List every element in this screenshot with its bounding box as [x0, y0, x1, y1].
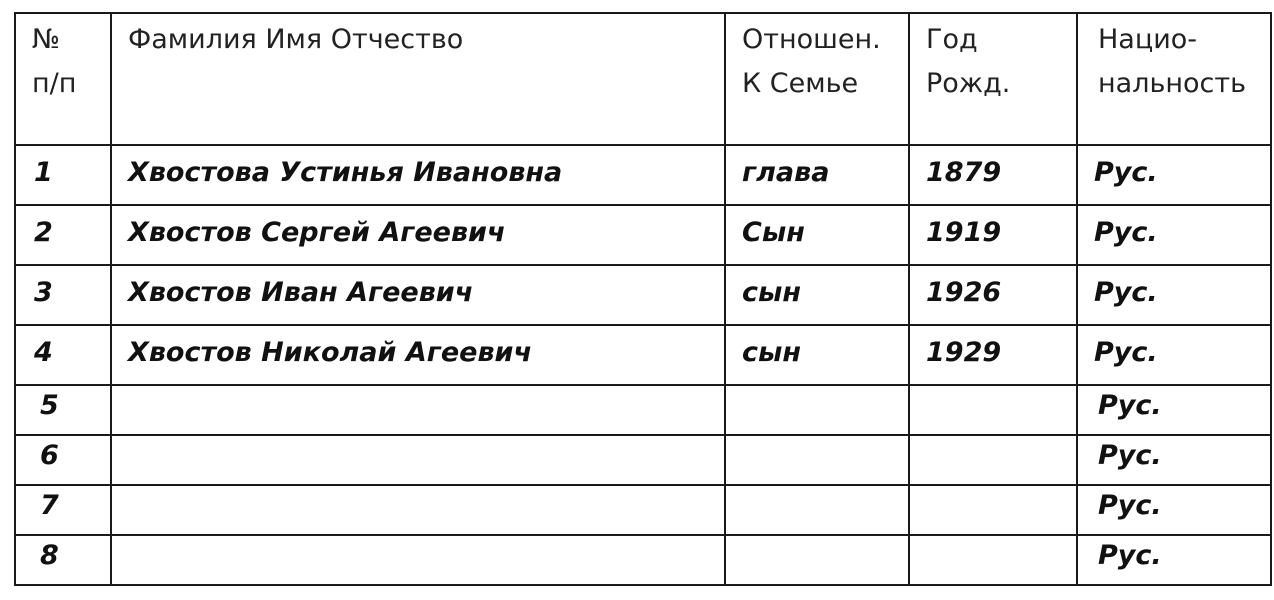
- header-year-line2: Рожд.: [926, 68, 1011, 99]
- cell-name: [111, 385, 725, 435]
- table-row: [15, 535, 1271, 585]
- header-relation: [725, 13, 909, 145]
- family-table: [14, 12, 1272, 586]
- cell-name: Хвостов Иван Агеевич: [111, 265, 725, 325]
- cell-year: 1919: [909, 205, 1077, 265]
- table-row: [15, 385, 1271, 435]
- cell-nationality: Рус.: [1077, 325, 1271, 385]
- table-row: [15, 325, 1271, 385]
- header-year: [909, 13, 1077, 145]
- cell-name: [111, 485, 725, 535]
- cell-year: [909, 485, 1077, 535]
- header-num-line2: п/п: [32, 68, 77, 99]
- cell-num: 3: [15, 265, 111, 325]
- cell-nationality: Рус.: [1077, 205, 1271, 265]
- cell-year: [909, 385, 1077, 435]
- cell-relation: [725, 485, 909, 535]
- cell-relation: [725, 535, 909, 585]
- table-row: [15, 205, 1271, 265]
- table-row: [15, 435, 1271, 485]
- table-row: [15, 265, 1271, 325]
- cell-relation: сын: [725, 325, 909, 385]
- cell-name: Хвостова Устинья Ивановна: [111, 145, 725, 205]
- cell-nationality: Рус.: [1077, 145, 1271, 205]
- cell-year: [909, 435, 1077, 485]
- header-name-text: Фамилия Имя Отчество: [128, 24, 464, 55]
- cell-num: 1: [15, 145, 111, 205]
- cell-year: 1926: [909, 265, 1077, 325]
- cell-nationality: Рус.: [1077, 385, 1271, 435]
- cell-relation: Сын: [725, 205, 909, 265]
- header-name: [111, 13, 725, 145]
- cell-nationality: Рус.: [1077, 535, 1271, 585]
- cell-nationality: Рус.: [1077, 265, 1271, 325]
- header-nationality-line1: Нацио-: [1098, 24, 1198, 55]
- header-num-line1: №: [32, 24, 61, 55]
- cell-num: 2: [15, 205, 111, 265]
- cell-relation: сын: [725, 265, 909, 325]
- header-nationality-line2: нальность: [1098, 68, 1247, 99]
- cell-num: 8: [15, 535, 111, 585]
- header-num: [15, 13, 111, 145]
- table-row: [15, 485, 1271, 535]
- header-relation-line2: К Семье: [742, 68, 859, 99]
- cell-year: 1929: [909, 325, 1077, 385]
- cell-name: [111, 435, 725, 485]
- cell-relation: глава: [725, 145, 909, 205]
- cell-relation: [725, 435, 909, 485]
- cell-name: Хвостов Николай Агеевич: [111, 325, 725, 385]
- header-relation-line1: Отношен.: [742, 24, 881, 55]
- cell-name: [111, 535, 725, 585]
- cell-nationality: Рус.: [1077, 435, 1271, 485]
- cell-nationality: Рус.: [1077, 485, 1271, 535]
- cell-name: Хвостов Сергей Агеевич: [111, 205, 725, 265]
- cell-num: 6: [15, 435, 111, 485]
- cell-num: 5: [15, 385, 111, 435]
- cell-num: 7: [15, 485, 111, 535]
- header-nationality: [1077, 13, 1271, 145]
- table-row: [15, 145, 1271, 205]
- cell-num: 4: [15, 325, 111, 385]
- header-year-line1: Год: [926, 24, 978, 55]
- cell-relation: [725, 385, 909, 435]
- cell-year: 1879: [909, 145, 1077, 205]
- header-row: [15, 13, 1271, 145]
- cell-year: [909, 535, 1077, 585]
